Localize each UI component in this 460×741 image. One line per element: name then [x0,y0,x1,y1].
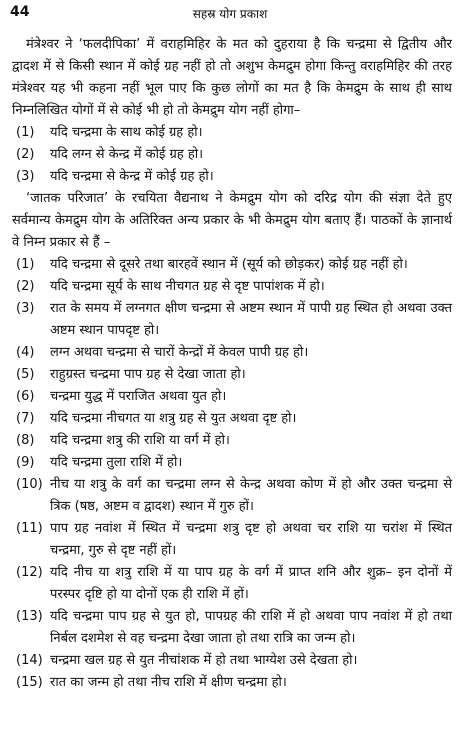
list-item [12,254,452,276]
running-title: सहस्र योग प्रकाश [192,7,268,21]
item-text: चन्द्रमा खल ग्रह से युत नीचांशक में हो तथा भाग्येश उसे देखता हो। [50,653,358,668]
page-header [8,2,452,24]
item-text: रात का जन्म हो तथा नीच राशि में क्षीण चन्द्रमा हो। [50,675,287,690]
list-item [12,386,452,408]
page-number: 44 [10,4,30,20]
list-item [12,606,452,650]
list-item [12,562,452,606]
item-number: (1) [16,125,35,140]
item-text: राहुग्रस्त चन्द्रमा पाप ग्रह से देखा जाता हो। [50,367,246,382]
list-item [12,364,452,386]
item-text: चन्द्रमा युद्ध में पराजित अथवा युत हो। [50,389,227,404]
list-item [12,452,452,474]
item-number: (10) [16,477,43,492]
item-text: यदि चन्द्रमा शत्रु की राशि या वर्ग में हो। [50,433,230,448]
item-text: यदि चन्द्रमा के साथ कोई ग्रह हो। [50,125,203,140]
list-item [12,408,452,430]
first-list [12,122,452,188]
list-item [12,650,452,672]
item-text: यदि चन्द्रमा पाप ग्रह से युत हो, पापग्रह की राशि में हो अथवा पाप नवांश में हो तथा निर्बल दशमेश से वह चन्द्रमा देखा जाता हो तथा रात्रि का जन्म हो। [50,609,452,646]
item-number: (8) [16,433,35,448]
intro-paragraph: मंत्रेश्वर ने ‘फलदीपिका’ में वराहमिहिर के मत को दुहराया है कि चन्द्रमा से द्वितीय और द्वादश में से किसी स्थान में कोई ग्रह नहीं हो तो अशुभ केमद्रुम होगा किन्तु वराहमिहिर की तरह मंत्रेश्वर यह भी कहना नहीं भूल पाए कि कुछ लोगों का मत है कि केमद्रुम के साथ ही साथ निम्नलिखित योगों में से कोई भी हो तो केमद्रुम योग नहीं होगा– [12,37,452,118]
item-number: (4) [16,345,35,360]
list-item [12,518,452,562]
list-item [12,430,452,452]
item-text: यदि चन्द्रमा से केन्द्र में कोई ग्रह हो। [50,169,214,184]
item-text: रात के समय में लग्नगत क्षीण चन्द्रमा से अष्टम स्थान में पापी ग्रह स्थित हो अथवा उक्त अष्टम स्थान पापदृष्ट हो। [50,301,452,338]
list-item [12,342,452,364]
list-item [12,276,452,298]
list-item [12,122,452,144]
second-paragraph: ‘जातक परिजात’ के रचयिता वैद्यनाथ ने केमद्रुम योग को दरिद्र योग की संज्ञा देते हुए सर्वमान्य केमद्रुम योग के अतिरिक्त अन्य प्रकार के भी केमद्रुम योग बताए हैं। पाठकों के ज्ञानार्थ वे निम्न प्रकार से हैं – [12,191,452,250]
item-number: (11) [16,521,43,536]
item-number: (12) [16,565,43,580]
item-number: (14) [16,653,43,668]
second-list [12,254,452,694]
item-text: नीच या शत्रु के वर्ग का चन्द्रमा लग्न से केन्द्र अथवा कोण में हो और उक्त चन्द्रमा से त्रिक (षष्ठ, अष्टम व द्वादश) स्थान में गुरु हों। [50,477,452,514]
item-number: (9) [16,455,35,470]
item-number: (3) [16,301,35,316]
list-item [12,166,452,188]
item-number: (2) [16,279,35,294]
item-text: यदि नीच या शत्रु राशि में या पाप ग्रह के वर्ग में प्राप्त शनि और शुक्र– इन दोनों में परस्पर दृष्टि हो या दोनों एक ही राशि में हों। [50,565,452,602]
item-number: (2) [16,147,35,162]
item-number: (1) [16,257,35,272]
item-text: यदि चन्द्रमा से दूसरे तथा बारहवें स्थान में (सूर्य को छोड़कर) कोई ग्रह नहीं हो। [50,257,408,272]
item-number: (5) [16,367,35,382]
list-item [12,672,452,694]
item-number: (7) [16,411,35,426]
list-item [12,298,452,342]
item-text: यदि चन्द्रमा सूर्य के साथ नीचगत ग्रह से दृष्ट पापांशक में हो। [50,279,325,294]
item-text: लग्न अथवा चन्द्रमा से चारों केन्द्रों में केवल पापी ग्रह हो। [50,345,309,360]
item-number: (15) [16,675,43,690]
page-body [12,34,452,694]
item-number: (6) [16,389,35,404]
list-item [12,474,452,518]
item-text: पाप ग्रह नवांश में स्थित में चन्द्रमा शत्रु दृष्ट हो अथवा चर राशि या चरांश में स्थित चन्द्रमा, गुरु से दृष्ट नहीं हों। [50,521,452,558]
list-item [12,144,452,166]
item-text: यदि चन्द्रमा नीचगत या शत्रु ग्रह से युत अथवा दृष्ट हो। [50,411,297,426]
item-text: यदि लग्न से केन्द्र में कोई ग्रह हो। [50,147,204,162]
item-text: यदि चन्द्रमा तुला राशि में हो। [50,455,183,470]
item-number: (3) [16,169,35,184]
item-number: (13) [16,609,43,624]
